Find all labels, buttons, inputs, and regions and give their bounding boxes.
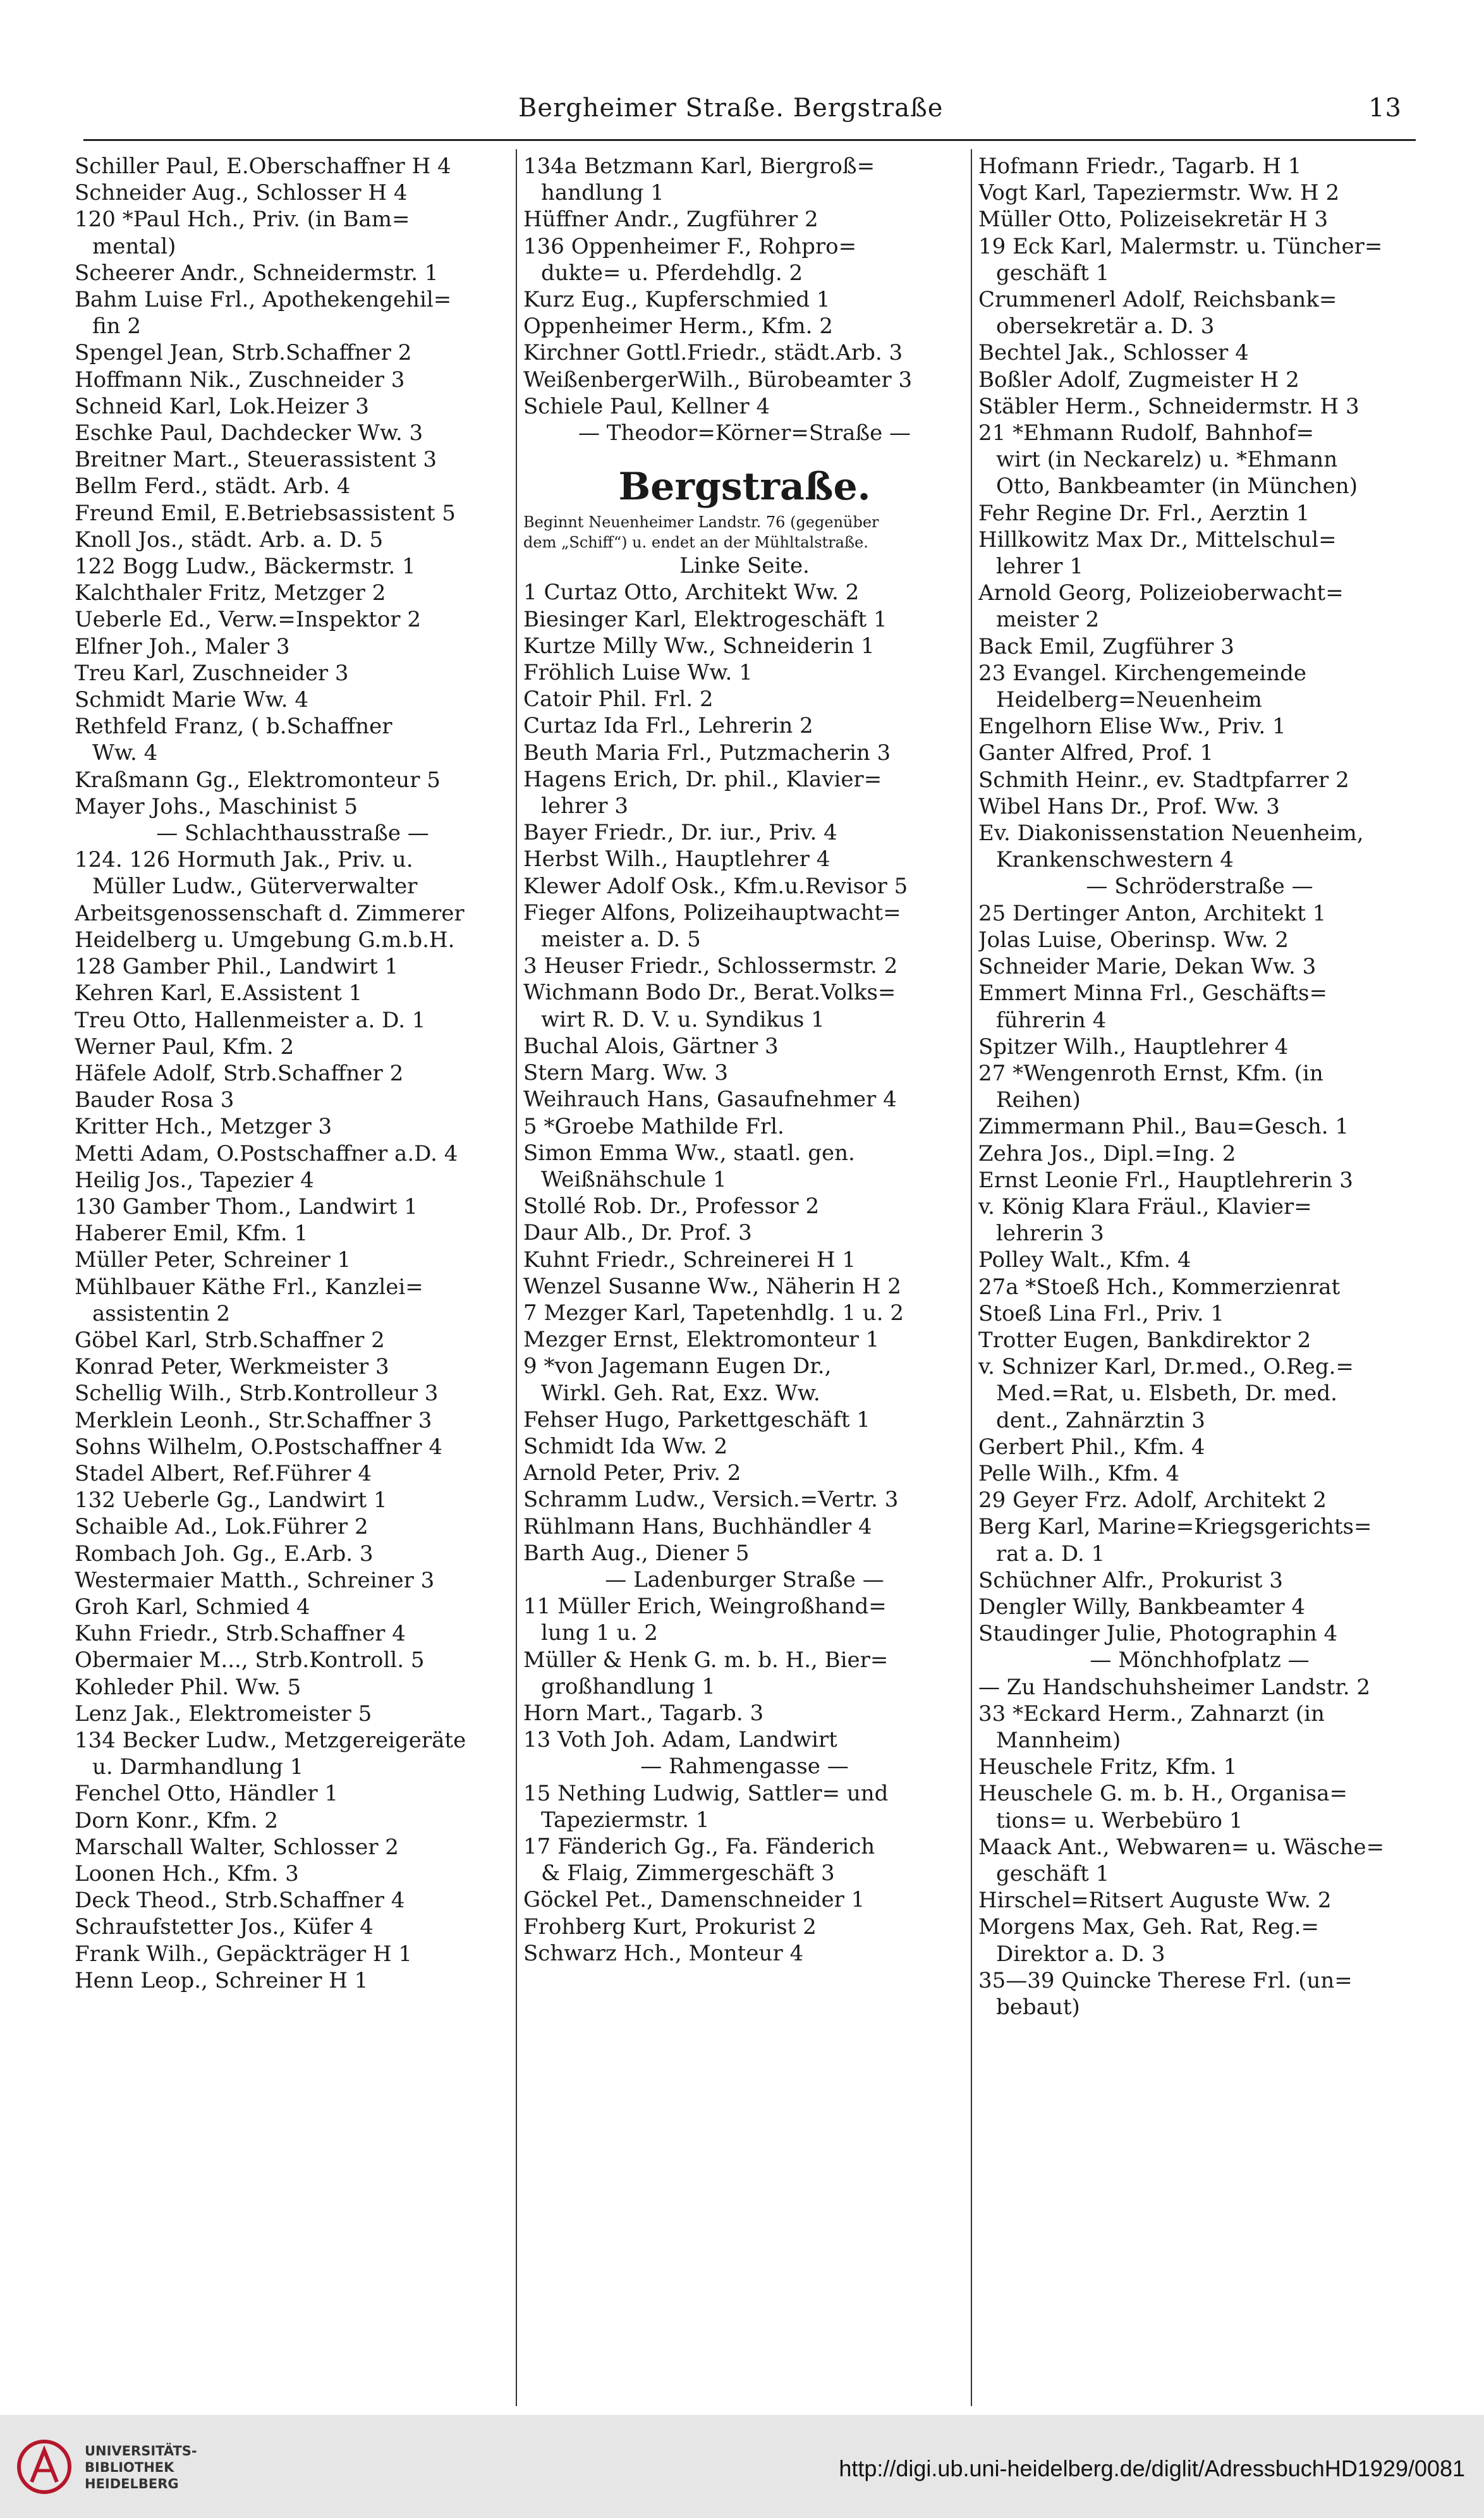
directory-entry: Maack Ant., Webwaren= u. Wäsche= xyxy=(978,1834,1385,1860)
cross-street-label: — Theodor=Körner=Straße — xyxy=(578,420,911,446)
directory-entry: Pelle Wilh., Kfm. 4 xyxy=(978,1460,1180,1486)
directory-entry: Göbel Karl, Strb.Schaffner 2 xyxy=(75,1327,385,1353)
directory-entry: Heidelberg u. Umgebung G.m.b.H. xyxy=(75,927,455,953)
directory-entry: Hoffmann Nik., Zuschneider 3 xyxy=(75,367,405,393)
directory-entry: Simon Emma Ww., staatl. gen. xyxy=(523,1140,855,1166)
cross-street-label: — Ladenburger Straße — xyxy=(605,1567,884,1592)
directory-entry: Rombach Joh. Gg., E.Arb. 3 xyxy=(75,1541,374,1567)
column-divider xyxy=(516,149,517,2406)
directory-entry: Häfele Adolf, Strb.Schaffner 2 xyxy=(75,1060,404,1086)
directory-entry: Otto, Bankbeamter (in München) xyxy=(996,474,1358,499)
directory-entry: Arnold Peter, Priv. 2 xyxy=(523,1460,741,1486)
directory-entry: Morgens Max, Geh. Rat, Reg.= xyxy=(978,1914,1319,1940)
directory-entry: Ev. Diakonissenstation Neuenheim, xyxy=(978,821,1364,846)
directory-entry: 128 Gamber Phil., Landwirt 1 xyxy=(75,954,399,980)
page-title: Bergheimer Straße. Bergstraße xyxy=(518,94,944,123)
directory-entry: Trotter Eugen, Bankdirektor 2 xyxy=(978,1327,1311,1353)
directory-entry: Curtaz Ida Frl., Lehrerin 2 xyxy=(523,713,813,739)
directory-entry: Zimmermann Phil., Bau=Gesch. 1 xyxy=(978,1114,1349,1140)
directory-entry: & Flaig, Zimmergeschäft 3 xyxy=(541,1861,835,1886)
directory-entry: Bauder Rosa 3 xyxy=(75,1087,234,1113)
directory-entry: rat a. D. 1 xyxy=(996,1541,1105,1567)
directory-entry: Rethfeld Franz, ( b.Schaffner xyxy=(75,714,392,740)
directory-entry: Merklein Leonh., Str.Schaffner 3 xyxy=(75,1407,432,1433)
directory-entry: 134 Becker Ludw., Metzgereigeräte xyxy=(75,1727,466,1753)
directory-entry: assistentin 2 xyxy=(92,1300,231,1326)
directory-entry: Obermaier M..., Strb.Kontroll. 5 xyxy=(75,1647,425,1673)
directory-entry: Schwarz Hch., Monteur 4 xyxy=(523,1940,804,1966)
directory-entry: fin 2 xyxy=(92,314,142,339)
directory-entry: Gerbert Phil., Kfm. 4 xyxy=(978,1434,1205,1460)
directory-entry: Schmidt Marie Ww. 4 xyxy=(75,687,308,713)
logo-text xyxy=(85,2443,197,2492)
directory-entry: Kritter Hch., Metzger 3 xyxy=(75,1114,332,1140)
directory-entry: Herbst Wilh., Hauptlehrer 4 xyxy=(523,846,830,872)
directory-entry: 3 Heuser Friedr., Schlossermstr. 2 xyxy=(523,953,898,979)
directory-entry: Kuhnt Friedr., Schreinerei H 1 xyxy=(523,1247,856,1273)
directory-entry: 15 Nething Ludwig, Sattler= und xyxy=(523,1780,889,1806)
directory-entry: Direktor a. D. 3 xyxy=(996,1941,1165,1967)
column-1 xyxy=(75,153,511,2404)
directory-entry: führerin 4 xyxy=(996,1007,1107,1033)
directory-entry: Staudinger Julie, Photographin 4 xyxy=(978,1621,1338,1647)
directory-entry: wirt R. D. V. u. Syndikus 1 xyxy=(541,1006,825,1032)
directory-entry: Schiele Paul, Kellner 4 xyxy=(523,393,770,419)
directory-entry: Ganter Alfred, Prof. 1 xyxy=(978,740,1214,766)
directory-entry: Breitner Mart., Steuerassistent 3 xyxy=(75,447,437,473)
directory-entry: Ernst Leonie Frl., Hauptlehrerin 3 xyxy=(978,1167,1353,1193)
directory-entry: Hüffner Andr., Zugführer 2 xyxy=(523,207,818,233)
directory-entry: lung 1 u. 2 xyxy=(541,1620,658,1646)
directory-entry: geschäft 1 xyxy=(996,260,1110,286)
directory-entry: meister a. D. 5 xyxy=(541,927,701,953)
directory-entry: Fehser Hugo, Parkettgeschäft 1 xyxy=(523,1407,870,1433)
directory-entry: Schneider Marie, Dekan Ww. 3 xyxy=(978,954,1317,980)
directory-entry: Klewer Adolf Osk., Kfm.u.Revisor 5 xyxy=(523,873,908,899)
directory-entry: 29 Geyer Frz. Adolf, Architekt 2 xyxy=(978,1488,1327,1513)
directory-entry: Schraufstetter Jos., Küfer 4 xyxy=(75,1914,374,1940)
directory-entry: Med.=Rat, u. Elsbeth, Dr. med. xyxy=(996,1381,1337,1407)
directory-entry: mental) xyxy=(92,233,176,259)
directory-entry: WeißenbergerWilh., Bürobeamter 3 xyxy=(523,367,913,393)
directory-entry: Reihen) xyxy=(996,1087,1081,1113)
directory-entry: Knoll Jos., städt. Arb. a. D. 5 xyxy=(75,527,384,553)
page-number: 13 xyxy=(1368,94,1402,123)
directory-entry: Sohns Wilhelm, O.Postschaffner 4 xyxy=(75,1434,442,1460)
directory-entry: Schüchner Alfr., Prokurist 3 xyxy=(978,1567,1283,1593)
university-library-logo xyxy=(15,2438,76,2496)
directory-entry: Dorn Konr., Kfm. 2 xyxy=(75,1807,278,1833)
directory-entry: Schmidt Ida Ww. 2 xyxy=(523,1433,728,1459)
directory-entry: Hofmann Friedr., Tagarb. H 1 xyxy=(978,154,1302,179)
directory-entry: lehrerin 3 xyxy=(996,1221,1104,1247)
directory-entry: 5 *Groebe Mathilde Frl. xyxy=(523,1113,784,1139)
directory-entry: Müller Otto, Polizeisekretär H 3 xyxy=(978,207,1329,233)
directory-entry: Müller Ludw., Güterverwalter xyxy=(92,874,418,900)
directory-entry: Barth Aug., Diener 5 xyxy=(523,1540,750,1566)
directory-entry: Hillkowitz Max Dr., Mittelschul= xyxy=(978,527,1337,553)
directory-entry: Weißnähschule 1 xyxy=(541,1166,727,1192)
column-3 xyxy=(978,153,1421,2404)
directory-entry: Boßler Adolf, Zugmeister H 2 xyxy=(978,367,1299,393)
directory-entry: Schellig Wilh., Strb.Kontrolleur 3 xyxy=(75,1381,439,1407)
directory-entry: Ueberle Ed., Verw.=Inspektor 2 xyxy=(75,607,421,633)
directory-entry: Wirkl. Geh. Rat, Exz. Ww. xyxy=(541,1380,820,1406)
directory-entry: Bellm Ferd., städt. Arb. 4 xyxy=(75,474,351,499)
cross-street-label: — Schröderstraße — xyxy=(1086,874,1313,900)
directory-entry: — Zu Handschuhsheimer Landstr. 2 xyxy=(978,1674,1371,1700)
directory-entry: Kirchner Gottl.Friedr., städt.Arb. 3 xyxy=(523,340,903,366)
directory-entry: 134a Betzmann Karl, Biergroß= xyxy=(523,154,875,179)
running-header xyxy=(0,94,1484,131)
directory-entry: Lenz Jak., Elektromeister 5 xyxy=(75,1701,372,1727)
directory-entry: Arbeitsgenossenschaft d. Zimmerer xyxy=(75,900,465,926)
directory-entry: Kehren Karl, E.Assistent 1 xyxy=(75,981,363,1006)
directory-entry: Fenchel Otto, Händler 1 xyxy=(75,1781,339,1807)
directory-entry: 17 Fänderich Gg., Fa. Fänderich xyxy=(523,1833,875,1859)
directory-entry: Fröhlich Luise Ww. 1 xyxy=(523,660,753,686)
directory-entry: Bahm Luise Frl., Apothekengehil= xyxy=(75,287,452,313)
directory-entry: Frank Wilh., Gepäckträger H 1 xyxy=(75,1941,413,1967)
directory-entry: Zehra Jos., Dipl.=Ing. 2 xyxy=(978,1140,1236,1166)
directory-entry: 27 *Wengenroth Ernst, Kfm. (in xyxy=(978,1060,1323,1086)
directory-entry: Heuschele Fritz, Kfm. 1 xyxy=(978,1754,1238,1780)
directory-entry: Back Emil, Zugführer 3 xyxy=(978,633,1234,659)
directory-entry: bebaut) xyxy=(996,1995,1080,2020)
directory-entry: Elfner Joh., Maler 3 xyxy=(75,633,290,659)
directory-entry: 7 Mezger Karl, Tapetenhdlg. 1 u. 2 xyxy=(523,1300,904,1326)
directory-entry: Vogt Karl, Tapeziermstr. Ww. H 2 xyxy=(978,180,1340,206)
directory-entry: Tapeziermstr. 1 xyxy=(541,1807,710,1833)
directory-entry: Schiller Paul, E.Oberschaffner H 4 xyxy=(75,154,451,179)
directory-entry: dent., Zahnärztin 3 xyxy=(996,1407,1205,1433)
directory-entry: Horn Mart., Tagarb. 3 xyxy=(523,1700,764,1726)
viewer-footer xyxy=(0,2415,1484,2518)
directory-entry: Krankenschwestern 4 xyxy=(996,847,1234,873)
directory-entry: 27a *Stoeß Hch., Kommerzienrat xyxy=(978,1274,1341,1300)
directory-entry: Kuhn Friedr., Strb.Schaffner 4 xyxy=(75,1621,406,1647)
directory-entry: u. Darmhandlung 1 xyxy=(92,1754,304,1780)
directory-entry: Westermaier Matth., Schreiner 3 xyxy=(75,1567,435,1593)
cross-street-label: — Rahmengasse — xyxy=(640,1754,849,1780)
directory-entry: Fieger Alfons, Polizeihauptwacht= xyxy=(523,900,901,926)
directory-entry: Polley Walt., Kfm. 4 xyxy=(978,1247,1191,1273)
directory-entry: 132 Ueberle Gg., Landwirt 1 xyxy=(75,1488,387,1513)
cross-street-label: Linke Seite. xyxy=(679,553,810,579)
directory-entry: Heidelberg=Neuenheim xyxy=(996,687,1262,713)
street-heading: Bergstraße. xyxy=(618,465,871,510)
directory-entry: dem „Schiff“) u. endet an der Mühltalstraße. xyxy=(523,534,868,552)
directory-entry: Spengel Jean, Strb.Schaffner 2 xyxy=(75,340,412,366)
directory-entry: Metti Adam, O.Postschaffner a.D. 4 xyxy=(75,1140,458,1166)
directory-entry: Eschke Paul, Dachdecker Ww. 3 xyxy=(75,420,423,446)
directory-entry: Stoeß Lina Frl., Priv. 1 xyxy=(978,1300,1225,1326)
directory-entry: lehrer 3 xyxy=(541,793,628,819)
directory-entry: 35—39 Quincke Therese Frl. (un= xyxy=(978,1967,1353,1993)
directory-entry: Deck Theod., Strb.Schaffner 4 xyxy=(75,1888,405,1914)
directory-entry: Freund Emil, E.Betriebsassistent 5 xyxy=(75,500,456,526)
directory-entry: 124. 126 Hormuth Jak., Priv. u. xyxy=(75,847,413,873)
directory-entry: Marschall Walter, Schlosser 2 xyxy=(75,1834,399,1860)
directory-entry: v. König Klara Fräul., Klavier= xyxy=(978,1194,1312,1219)
directory-entry: v. Schnizer Karl, Dr.med., O.Reg.= xyxy=(978,1354,1354,1380)
directory-entry: handlung 1 xyxy=(541,180,664,206)
directory-entry: Kraßmann Gg., Elektromonteur 5 xyxy=(75,767,441,793)
directory-entry: Arnold Georg, Polizeioberwacht= xyxy=(978,580,1344,606)
directory-entry: Stollé Rob. Dr., Professor 2 xyxy=(523,1194,820,1219)
directory-entry: Weihrauch Hans, Gasaufnehmer 4 xyxy=(523,1087,897,1113)
directory-entry: Berg Karl, Marine=Kriegsgerichts= xyxy=(978,1514,1372,1540)
directory-entry: Bayer Friedr., Dr. iur., Priv. 4 xyxy=(523,820,837,846)
directory-entry: 33 *Eckard Herm., Zahnarzt (in xyxy=(978,1701,1325,1727)
directory-entry: Kurtze Milly Ww., Schneiderin 1 xyxy=(523,633,875,659)
directory-entry: Mannheim) xyxy=(996,1727,1121,1753)
directory-entry: Beginnt Neuenheimer Landstr. 76 (gegenüber xyxy=(523,513,879,532)
directory-entry: Stadel Albert, Ref.Führer 4 xyxy=(75,1460,372,1486)
directory-entry: Ww. 4 xyxy=(92,740,158,766)
header-rule xyxy=(83,139,1416,141)
directory-entry: 13 Voth Joh. Adam, Landwirt xyxy=(523,1727,837,1753)
directory-entry: Fehr Regine Dr. Frl., Aerztin 1 xyxy=(978,500,1310,526)
cross-street-label: — Schlachthausstraße — xyxy=(156,821,429,846)
directory-entry: Kurz Eug., Kupferschmied 1 xyxy=(523,287,830,313)
directory-entry: Heilig Jos., Tapezier 4 xyxy=(75,1167,314,1193)
directory-entry: 136 Oppenheimer F., Rohpro= xyxy=(523,233,857,259)
directory-entry: Hirschel=Ritsert Auguste Ww. 2 xyxy=(978,1888,1332,1914)
directory-entry: Frohberg Kurt, Prokurist 2 xyxy=(523,1914,817,1940)
column-divider xyxy=(971,149,972,2406)
directory-entry: Haberer Emil, Kfm. 1 xyxy=(75,1221,308,1247)
directory-entry: Crummenerl Adolf, Reichsbank= xyxy=(978,287,1337,313)
directory-entry: Bechtel Jak., Schlosser 4 xyxy=(978,340,1249,366)
directory-entry: meister 2 xyxy=(996,607,1100,633)
directory-entry: Buchal Alois, Gärtner 3 xyxy=(523,1033,779,1059)
directory-entry: Schaible Ad., Lok.Führer 2 xyxy=(75,1514,368,1540)
directory-entry: 25 Dertinger Anton, Architekt 1 xyxy=(978,900,1327,926)
directory-entry: Biesinger Karl, Elektrogeschäft 1 xyxy=(523,606,887,632)
directory-entry: 1 Curtaz Otto, Architekt Ww. 2 xyxy=(523,580,860,606)
directory-entry: Schmith Heinr., ev. Stadtpfarrer 2 xyxy=(978,767,1349,793)
directory-entry: Treu Otto, Hallenmeister a. D. 1 xyxy=(75,1007,426,1033)
directory-entry: Wibel Hans Dr., Prof. Ww. 3 xyxy=(978,793,1280,819)
directory-entry: Kohleder Phil. Ww. 5 xyxy=(75,1674,301,1700)
directory-entry: Hagens Erich, Dr. phil., Klavier= xyxy=(523,766,882,792)
directory-entry: Mayer Johs., Maschinist 5 xyxy=(75,793,358,819)
directory-entry: 23 Evangel. Kirchengemeinde xyxy=(978,660,1307,686)
directory-entry: Emmert Minna Frl., Geschäfts= xyxy=(978,981,1327,1006)
directory-entry: Wichmann Bodo Dr., Berat.Volks= xyxy=(523,980,896,1006)
directory-entry: Schneid Karl, Lok.Heizer 3 xyxy=(75,393,369,419)
directory-entry: Göckel Pet., Damenschneider 1 xyxy=(523,1887,865,1913)
directory-entry: Beuth Maria Frl., Putzmacherin 3 xyxy=(523,740,891,766)
column-2 xyxy=(523,153,966,2404)
directory-entry: wirt (in Neckarelz) u. *Ehmann xyxy=(996,447,1338,473)
directory-entry: Wenzel Susanne Ww., Näherin H 2 xyxy=(523,1273,901,1299)
directory-entry: Henn Leop., Schreiner H 1 xyxy=(75,1967,368,1993)
directory-entry: geschäft 1 xyxy=(996,1861,1110,1886)
directory-entry: Loonen Hch., Kfm. 3 xyxy=(75,1861,299,1886)
directory-entry: Stern Marg. Ww. 3 xyxy=(523,1060,729,1086)
directory-entry: Kalchthaler Fritz, Metzger 2 xyxy=(75,580,386,606)
directory-entry: Heuschele G. m. b. H., Organisa= xyxy=(978,1781,1347,1807)
directory-entry: Treu Karl, Zuschneider 3 xyxy=(75,660,349,686)
directory-entry: Mühlbauer Käthe Frl., Kanzlei= xyxy=(75,1274,423,1300)
directory-entry: 11 Müller Erich, Weingroßhand= xyxy=(523,1594,887,1620)
directory-entry: Jolas Luise, Oberinsp. Ww. 2 xyxy=(978,927,1289,953)
directory-entry: Groh Karl, Schmied 4 xyxy=(75,1594,310,1620)
directory-entry: Dengler Willy, Bankbeamter 4 xyxy=(978,1594,1306,1620)
directory-entry: 21 *Ehmann Rudolf, Bahnhof= xyxy=(978,420,1314,446)
directory-entry: 19 Eck Karl, Malermstr. u. Tüncher= xyxy=(978,233,1383,259)
directory-entry: Engelhorn Elise Ww., Priv. 1 xyxy=(978,714,1286,740)
directory-entry: Catoir Phil. Frl. 2 xyxy=(523,687,714,712)
directory-entry: Scheerer Andr., Schneidermstr. 1 xyxy=(75,260,439,286)
directory-entry: Müller Peter, Schreiner 1 xyxy=(75,1247,351,1273)
directory-entry: dukte= u. Pferdehdlg. 2 xyxy=(541,260,803,286)
directory-entry: Schneider Aug., Schlosser H 4 xyxy=(75,180,408,206)
directory-entry: Konrad Peter, Werkmeister 3 xyxy=(75,1354,389,1380)
directory-entry: obersekretär a. D. 3 xyxy=(996,314,1215,339)
directory-entry: Oppenheimer Herm., Kfm. 2 xyxy=(523,314,833,339)
directory-entry: Mezger Ernst, Elektromonteur 1 xyxy=(523,1327,880,1353)
logo-line: HEIDELBERG xyxy=(85,2476,179,2491)
directory-entry: 120 *Paul Hch., Priv. (in Bam= xyxy=(75,207,410,233)
directory-entry: Rühlmann Hans, Buchhändler 4 xyxy=(523,1513,872,1539)
cross-street-label: — Mönchhofplatz — xyxy=(1090,1647,1310,1673)
directory-entry: Stäbler Herm., Schneidermstr. H 3 xyxy=(978,393,1359,419)
directory-entry: großhandlung 1 xyxy=(541,1673,715,1699)
directory-entry: tions= u. Werbebüro 1 xyxy=(996,1807,1243,1833)
logo-line: BIBLIOTHEK xyxy=(85,2460,174,2475)
logo-line: UNIVERSITÄTS- xyxy=(85,2443,197,2459)
directory-entry: lehrer 1 xyxy=(996,554,1083,580)
directory-entry: Daur Alb., Dr. Prof. 3 xyxy=(523,1220,752,1246)
directory-entry: Werner Paul, Kfm. 2 xyxy=(75,1034,295,1060)
directory-entry: 122 Bogg Ludw., Bäckermstr. 1 xyxy=(75,554,416,580)
directory-entry: 9 *von Jagemann Eugen Dr., xyxy=(523,1354,832,1379)
directory-entry: Spitzer Wilh., Hauptlehrer 4 xyxy=(978,1034,1289,1060)
directory-entry: Müller & Henk G. m. b. H., Bier= xyxy=(523,1647,889,1673)
source-url-link[interactable]: http://digi.ub.uni-heidelberg.de/diglit/AdressbuchHD1929/0081 xyxy=(839,2455,1465,2481)
directory-entry: 130 Gamber Thom., Landwirt 1 xyxy=(75,1194,418,1219)
directory-entry: Schramm Ludw., Versich.=Vertr. 3 xyxy=(523,1487,899,1513)
